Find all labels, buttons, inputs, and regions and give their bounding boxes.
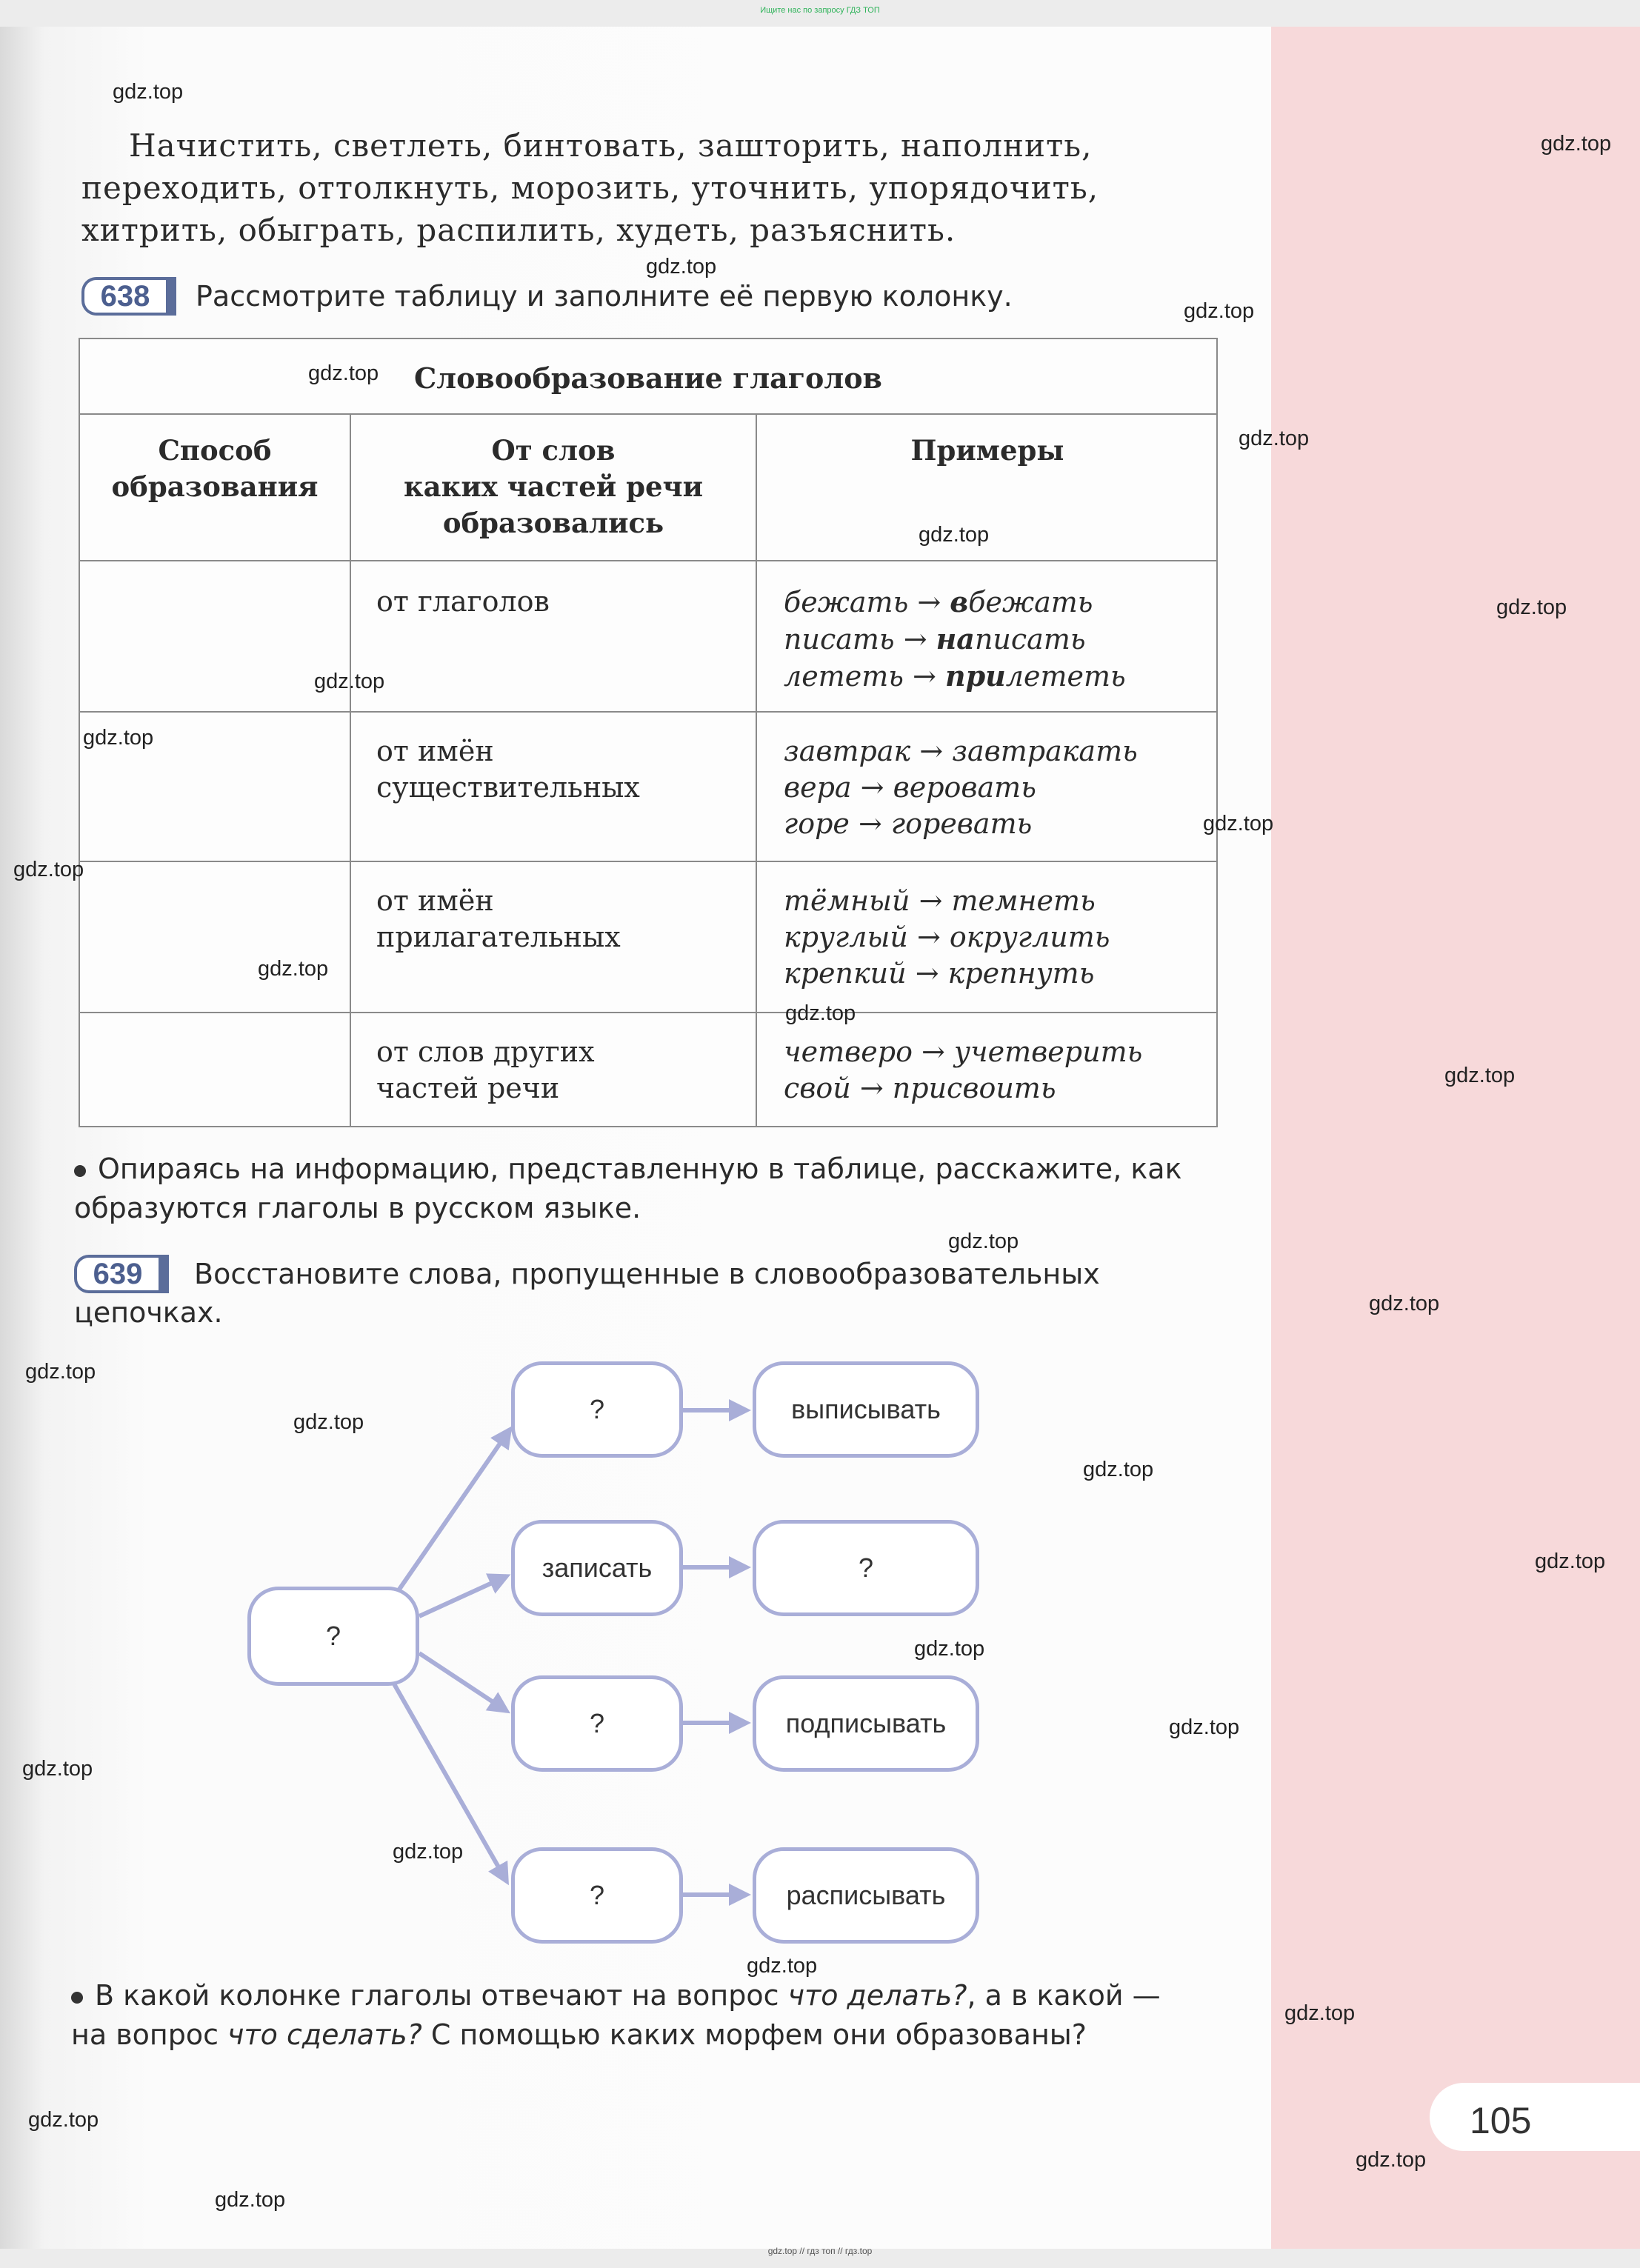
watermark: gdz.top [293,1410,364,1434]
diagram-end-node: расписывать [753,1847,979,1944]
watermark: gdz.top [113,80,184,104]
diagram-root-node: ? [247,1587,419,1686]
watermark: gdz.top [1169,1715,1240,1739]
watermark: gdz.top [785,1001,856,1025]
header-from-pos: От слов каких частей речи образовались [403,434,704,539]
watermark: gdz.top [13,858,84,881]
watermark: gdz.top [646,255,717,279]
page-number-tab [1430,2083,1640,2151]
diagram-middle-node: записать [511,1520,683,1616]
watermark: gdz.top [914,1637,985,1661]
diagram-end-node: выписывать [753,1361,979,1458]
exercise-638-instruction: Рассмотрите таблицу и заполните её первую колонку. [196,280,1013,313]
watermark: gdz.top [1083,1458,1154,1481]
verb-line: хитрить, обыграть, распилить, худеть, разъяснить. [81,212,956,248]
watermark: gdz.top [1541,132,1612,156]
exercise-638-task: Опираясь на информацию, представленную в таблице, расскажите, как образуются глаголы в русском языке. [74,1153,1182,1224]
bullet-icon [71,1992,83,2004]
footer-note: gdz.top // гдз топ // гдз.top [767,2246,873,2256]
watermark: gdz.top [393,1840,464,1864]
table-title: Словообразование глаголов [414,361,882,395]
diagram-end-node: подписывать [753,1675,979,1772]
verb-line: переходить, оттолкнуть, морозить, уточнить, упорядочить, [81,170,1099,206]
watermark: gdz.top [1535,1550,1606,1573]
exercise-639-instruction: Восстановите слова, пропущенные в словообразовательных [194,1258,1100,1290]
watermark: gdz.top [1239,427,1310,450]
watermark: gdz.top [1496,596,1567,619]
row-examples: четверо → учетверить свой → присвоить [784,1035,1143,1104]
row-from-pos: от имён прилагательных [376,884,621,953]
page-number: 105 [1470,2100,1532,2141]
watermark: gdz.top [25,1360,96,1384]
watermark: gdz.top [1284,2001,1356,2025]
exercise-number-639: 639 [74,1255,169,1293]
watermark: gdz.top [747,1954,818,1978]
watermark: gdz.top [258,957,329,981]
watermark: gdz.top [28,2108,99,2132]
header-examples: Примеры [910,434,1064,467]
diagram-end-node: ? [753,1520,979,1616]
verb-line: Начистить, светлеть, бинтовать, зашторить, наполнить, [129,127,1093,164]
row-examples: тёмный → темнеть круглый → округлить крепкий → крепнуть [784,884,1110,990]
watermark: gdz.top [919,523,990,547]
exercise-number-638: 638 [81,277,176,316]
diagram-middle-node: ? [511,1675,683,1772]
watermark: gdz.top [314,670,385,693]
row-from-pos: от имён существительных [376,735,640,804]
watermark: gdz.top [1444,1064,1516,1087]
exercise-639-instruction-cont: цепочках. [74,1296,223,1329]
watermark: gdz.top [948,1230,1019,1253]
arrow-root-to-chain-3 [419,1653,507,1711]
diagram-middle-node: ? [511,1361,683,1458]
watermark: gdz.top [22,1757,93,1781]
arrow-root-to-chain-2 [419,1576,507,1616]
watermark: gdz.top [1369,1292,1440,1315]
row-from-pos: от глаголов [376,585,550,618]
exercise-639-question: В какой колонке глаголы отвечают на вопрос что делать?, а в какой — на вопрос что сделать? С помощью каких морфем они образованы? [71,1979,1161,2051]
diagram-middle-node: ? [511,1847,683,1944]
watermark: gdz.top [308,361,379,385]
header-method: Способ образования [111,434,319,503]
watermark: gdz.top [1184,299,1255,323]
watermark: gdz.top [1203,812,1274,836]
header-note: Ищите нас по запросу ГДЗ ТОП [760,6,880,15]
watermark: gdz.top [1356,2148,1427,2172]
watermark: gdz.top [83,726,154,750]
row-examples: завтрак → завтракать вера → веровать горе → горевать [784,735,1138,840]
arrow-root-to-chain-1 [397,1430,510,1592]
row-examples: бежать → вбежать писать → написать лететь → прилететь [784,585,1126,693]
watermark: gdz.top [215,2188,286,2212]
row-from-pos: от слов других частей речи [376,1035,595,1104]
